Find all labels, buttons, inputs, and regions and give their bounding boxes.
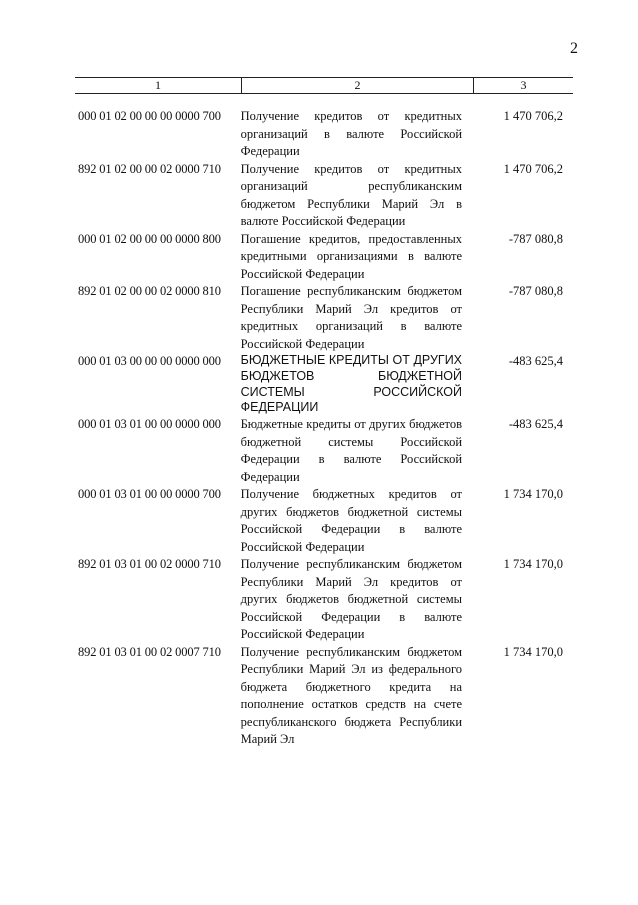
row-code: 000 01 02 00 00 00 0000 700 [78, 109, 221, 123]
row-value: 1 470 706,2 [503, 161, 563, 176]
budget-table [75, 77, 573, 749]
table-row [75, 644, 573, 749]
row-value: -483 625,4 [508, 354, 563, 368]
table-header [75, 77, 573, 94]
table-row [75, 108, 573, 161]
row-name: Погашение кредитов, предоставленных кредитными организациями в валюте Российской Федерации [240, 231, 463, 281]
row-code: 000 01 03 00 00 00 0000 000 [78, 354, 221, 368]
table-row [75, 283, 573, 353]
row-value: -787 080,8 [508, 284, 563, 298]
row-code: 000 01 03 01 00 00 0000 000 [78, 417, 221, 432]
row-code: 000 01 02 00 00 00 0000 800 [78, 231, 221, 246]
table-body [75, 108, 573, 749]
row-name: Бюджетные кредиты от других бюджетов бюджетной системы Российской Федерации в валюте Российской Федерации [240, 417, 463, 484]
table-row [75, 161, 573, 231]
row-value: 1 734 170,0 [503, 644, 563, 659]
row-code: 000 01 03 01 00 00 0000 700 [78, 487, 221, 502]
header-col-3: 3 [520, 78, 527, 92]
row-name: Получение республиканским бюджетом Республики Марий Эл кредитов от других бюджетов бюджетной системы Российской Федерации в валюте Российской Федерации [240, 557, 463, 642]
row-code: 892 01 02 00 00 02 0000 710 [78, 161, 221, 176]
row-value: -483 625,4 [508, 417, 563, 432]
row-name: Получение республиканским бюджетом Республики Марий Эл из федерального бюджета бюджетного кредита на пополнение остатков средств на счете республиканского бюджета Республики Марий Эл [240, 644, 463, 747]
table-row [75, 486, 573, 556]
row-name: Получение кредитов от кредитных организаций в валюте Российской Федерации [240, 109, 463, 158]
header-col-2: 2 [242, 78, 474, 93]
row-code: 892 01 02 00 00 02 0000 810 [78, 284, 221, 298]
row-name: БЮДЖЕТНЫЕ КРЕДИТЫ ОТ ДРУГИХ БЮДЖЕТОВ БЮДЖЕТНОЙ СИСТЕМЫ РОССИЙСКОЙ ФЕДЕРАЦИИ [240, 353, 463, 415]
row-name: Погашение республиканским бюджетом Республики Марий Эл кредитов от кредитных организаций в валюте Российской Федерации [240, 284, 463, 351]
page-number: 2 [570, 40, 578, 57]
row-value: 1 470 706,2 [503, 109, 563, 123]
header-col-1: 1 [75, 78, 242, 93]
row-code: 892 01 03 01 00 02 0000 710 [78, 557, 221, 572]
row-value: 1 734 170,0 [503, 557, 563, 572]
table-row [75, 416, 573, 486]
row-code: 892 01 03 01 00 02 0007 710 [78, 644, 221, 659]
table-row [75, 231, 573, 284]
row-value: -787 080,8 [508, 231, 563, 246]
row-name: Получение кредитов от кредитных организаций республиканским бюджетом Республики Марий Эл в валюте Российской Федерации [240, 161, 463, 228]
row-value: 1 734 170,0 [503, 487, 563, 502]
row-name: Получение бюджетных кредитов от других бюджетов бюджетной системы Российской Федерации в валюте Российской Федерации [240, 487, 463, 554]
table-row [75, 353, 573, 416]
table-row [75, 556, 573, 644]
